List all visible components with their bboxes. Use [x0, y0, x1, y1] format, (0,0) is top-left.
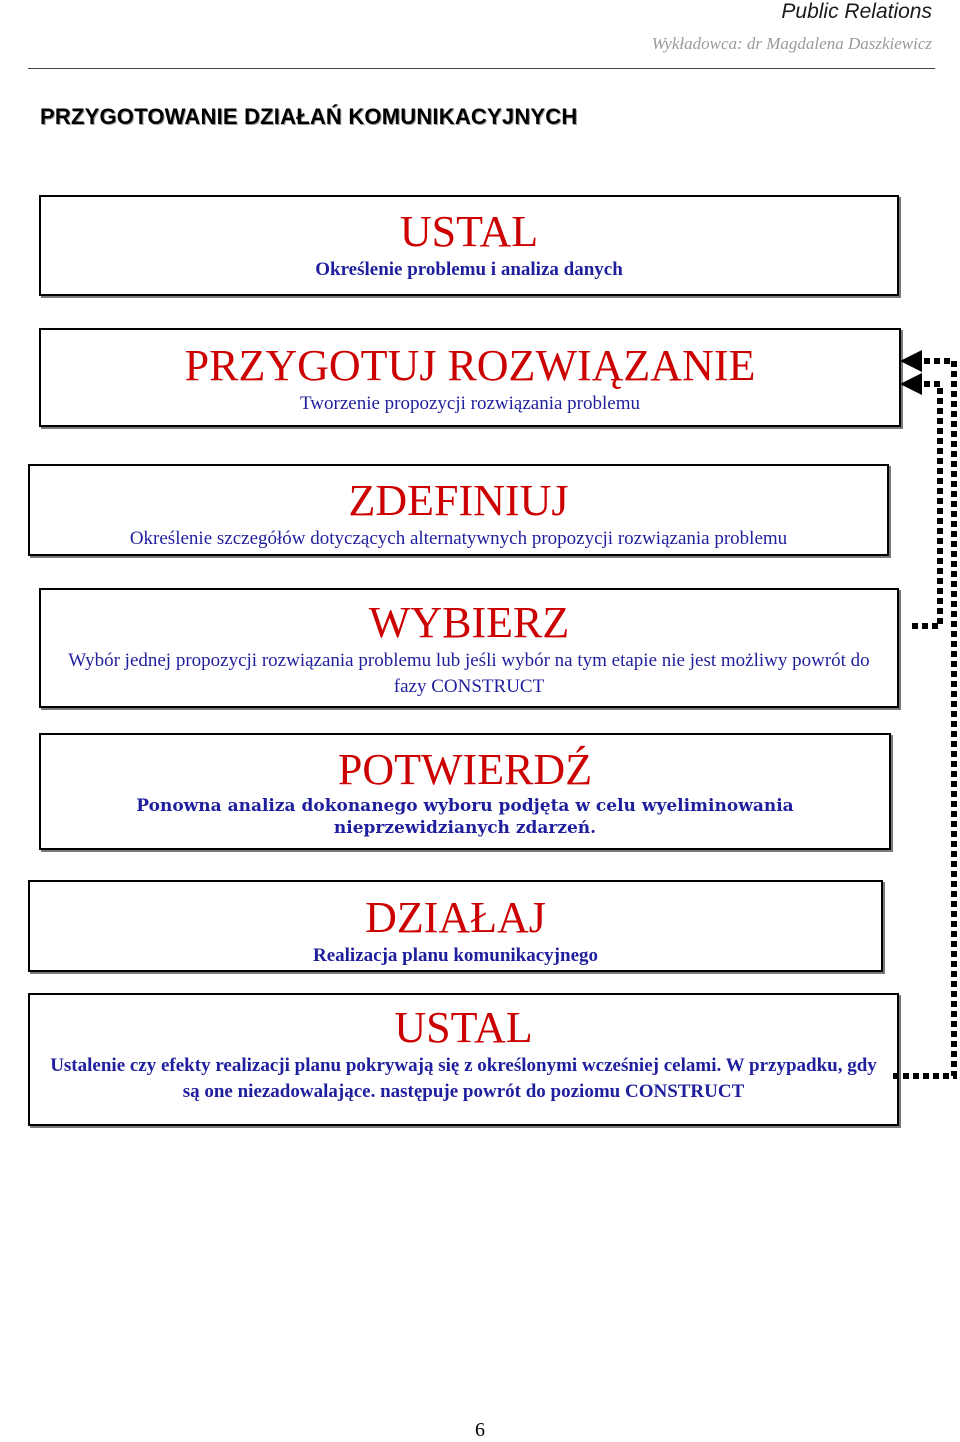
arrowhead-lower	[900, 373, 922, 395]
header-title: Public Relations	[781, 0, 932, 23]
stage-description: Ponowna analiza dokonanego wyboru podjęta w celu wyeliminowania nieprzewidzianych zdarzeń.	[136, 796, 794, 838]
stage-title: DZIAŁAJ	[365, 893, 546, 942]
stage-description: Realizacja planu komunikacyjnego	[312, 945, 599, 966]
stage-title: PRZYGOTUJ ROZWIĄZANIE	[184, 341, 756, 390]
stage-title: WYBIERZ	[368, 598, 570, 647]
document-heading: PRZYGOTOWANIE DZIAŁAŃ KOMUNIKACYJNYCH	[40, 104, 578, 129]
stage-title: USTAL	[399, 207, 539, 256]
header-lecturer: Wykładowca: dr Magdalena Daszkiewicz	[651, 34, 932, 53]
stage-description: Określenie szczegółów dotyczących alternatywnych propozycji rozwiązania problemu	[129, 528, 788, 549]
page-number: 6	[475, 1419, 485, 1441]
stage-description: Określenie problemu i analiza danych	[315, 259, 623, 280]
stage-title: USTAL	[394, 1003, 533, 1052]
feedback-line-from-wybierz	[912, 384, 940, 626]
feedback-line-from-ustal	[893, 361, 954, 1076]
stage-title: POTWIERDŹ	[337, 745, 593, 794]
stage-description: Wybór jednej propozycji rozwiązania problemu lub jeśli wybór na tym etapie nie jest możliwy powrót do fazy CONSTRUCT	[68, 650, 870, 697]
stage-description: Tworzenie propozycji rozwiązania problemu	[300, 393, 640, 414]
stage-description: Ustalenie czy efekty realizacji planu pokrywają się z określonymi wcześniej celami. W przypadku, gdy są one niezadowalające. następuje powrót do poziomu CONSTRUCT	[50, 1055, 877, 1102]
stage-title: ZDEFINIUJ	[348, 476, 569, 525]
arrowhead-upper	[900, 350, 922, 372]
